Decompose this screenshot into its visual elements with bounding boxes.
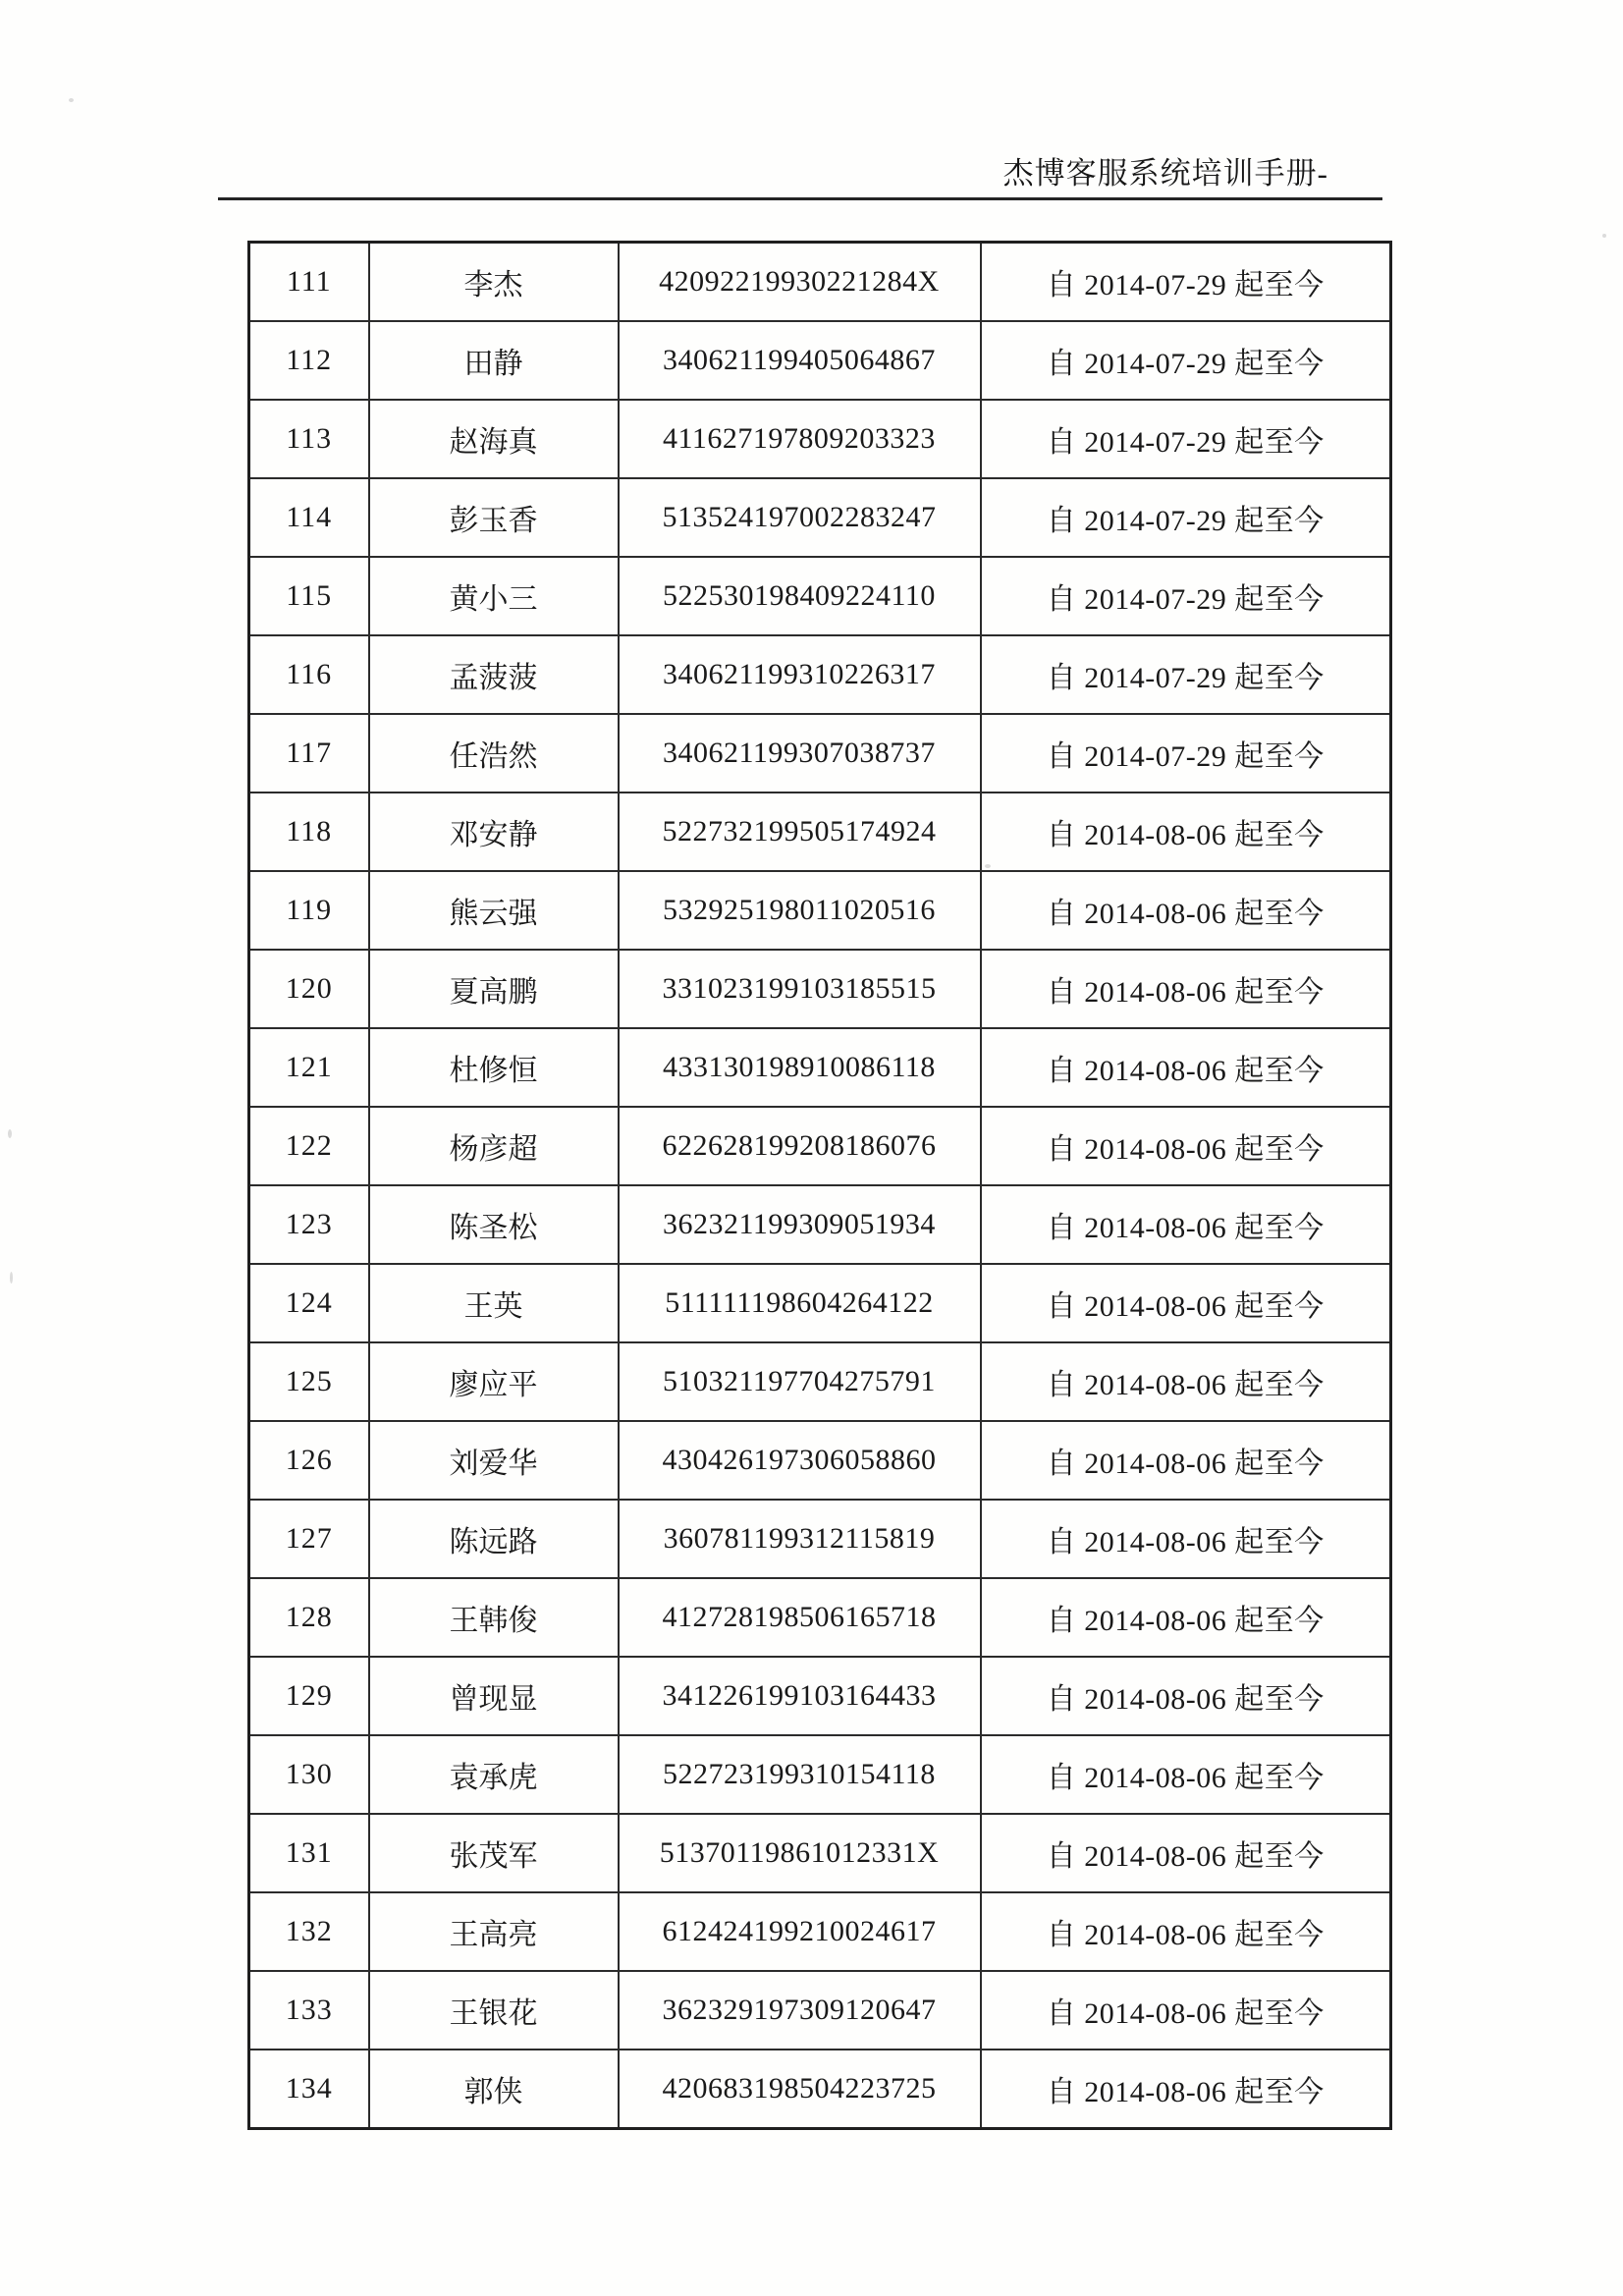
period-cell: 自 2014-07-29 起至今 [981,714,1391,793]
page-title: 杰博客服系统培训手册- [1002,156,1328,191]
id-number-cell: 522732199505174924 [619,793,981,871]
period-cell: 自 2014-08-06 起至今 [981,950,1391,1028]
name-cell: 曾现显 [369,1657,619,1735]
table-row [249,400,1391,478]
period-cell: 自 2014-07-29 起至今 [981,400,1391,478]
period-cell: 自 2014-08-06 起至今 [981,1971,1391,2050]
period-cell: 自 2014-08-06 起至今 [981,2050,1391,2129]
name-cell: 夏高鹏 [369,950,619,1028]
name-cell: 孟菠菠 [369,635,619,714]
id-number-cell: 341226199103164433 [619,1657,981,1735]
period-cell: 自 2014-08-06 起至今 [981,1185,1391,1264]
period-cell: 自 2014-08-06 起至今 [981,1892,1391,1971]
id-number-cell: 412728198506165718 [619,1578,981,1657]
period-cell: 自 2014-08-06 起至今 [981,1264,1391,1342]
table-row [249,871,1391,950]
row-number-cell: 119 [249,871,369,950]
row-number-cell: 111 [249,243,369,322]
row-number-cell: 131 [249,1814,369,1892]
period-cell: 自 2014-08-06 起至今 [981,1735,1391,1814]
table-row [249,635,1391,714]
period-cell: 自 2014-08-06 起至今 [981,793,1391,871]
name-cell: 黄小三 [369,557,619,635]
scan-speck [1602,234,1606,238]
table-row [249,1107,1391,1185]
table-row [249,1185,1391,1264]
name-cell: 王英 [369,1264,619,1342]
id-number-cell: 622628199208186076 [619,1107,981,1185]
table-row [249,1264,1391,1342]
id-number-cell: 331023199103185515 [619,950,981,1028]
period-cell: 自 2014-07-29 起至今 [981,321,1391,400]
table-row [249,793,1391,871]
table-row [249,1028,1391,1107]
row-number-cell: 127 [249,1500,369,1578]
name-cell: 张茂军 [369,1814,619,1892]
table-row [249,321,1391,400]
id-number-cell: 362329197309120647 [619,1971,981,2050]
name-cell: 熊云强 [369,871,619,950]
table-row [249,1814,1391,1892]
id-number-cell: 340621199307038737 [619,714,981,793]
name-cell: 廖应平 [369,1342,619,1421]
id-number-cell: 513524197002283247 [619,478,981,557]
id-number-cell: 511111198604264122 [619,1264,981,1342]
id-number-cell: 522530198409224110 [619,557,981,635]
table-row [249,1421,1391,1500]
roster-table [247,241,1392,2130]
table-row [249,2050,1391,2129]
row-number-cell: 134 [249,2050,369,2129]
period-cell: 自 2014-08-06 起至今 [981,1578,1391,1657]
name-cell: 陈圣松 [369,1185,619,1264]
name-cell: 王银花 [369,1971,619,2050]
row-number-cell: 126 [249,1421,369,1500]
row-number-cell: 113 [249,400,369,478]
table-row [249,1578,1391,1657]
name-cell: 彭玉香 [369,478,619,557]
period-cell: 自 2014-08-06 起至今 [981,1342,1391,1421]
name-cell: 李杰 [369,243,619,322]
name-cell: 田静 [369,321,619,400]
id-number-cell: 42092219930221284X [619,243,981,322]
row-number-cell: 128 [249,1578,369,1657]
id-number-cell: 362321199309051934 [619,1185,981,1264]
row-number-cell: 121 [249,1028,369,1107]
table-row [249,1892,1391,1971]
row-number-cell: 116 [249,635,369,714]
id-number-cell: 340621199310226317 [619,635,981,714]
table-row [249,1971,1391,2050]
row-number-cell: 117 [249,714,369,793]
row-number-cell: 120 [249,950,369,1028]
id-number-cell: 612424199210024617 [619,1892,981,1971]
id-number-cell: 360781199312115819 [619,1500,981,1578]
period-cell: 自 2014-08-06 起至今 [981,1421,1391,1500]
row-number-cell: 133 [249,1971,369,2050]
name-cell: 刘爱华 [369,1421,619,1500]
table-row [249,1500,1391,1578]
period-cell: 自 2014-08-06 起至今 [981,871,1391,950]
table-row [249,478,1391,557]
scan-speck [8,1129,12,1138]
table-row [249,557,1391,635]
row-number-cell: 125 [249,1342,369,1421]
id-number-cell: 420683198504223725 [619,2050,981,2129]
table-row [249,1657,1391,1735]
row-number-cell: 118 [249,793,369,871]
row-number-cell: 122 [249,1107,369,1185]
period-cell: 自 2014-08-06 起至今 [981,1657,1391,1735]
table-row [249,1342,1391,1421]
id-number-cell: 411627197809203323 [619,400,981,478]
id-number-cell: 433130198910086118 [619,1028,981,1107]
row-number-cell: 115 [249,557,369,635]
table-row [249,1735,1391,1814]
row-number-cell: 123 [249,1185,369,1264]
id-number-cell: 522723199310154118 [619,1735,981,1814]
name-cell: 邓安静 [369,793,619,871]
row-number-cell: 124 [249,1264,369,1342]
row-number-cell: 114 [249,478,369,557]
table-row [249,950,1391,1028]
name-cell: 王高亮 [369,1892,619,1971]
row-number-cell: 129 [249,1657,369,1735]
row-number-cell: 112 [249,321,369,400]
period-cell: 自 2014-08-06 起至今 [981,1814,1391,1892]
name-cell: 陈远路 [369,1500,619,1578]
period-cell: 自 2014-07-29 起至今 [981,478,1391,557]
row-number-cell: 132 [249,1892,369,1971]
id-number-cell: 430426197306058860 [619,1421,981,1500]
period-cell: 自 2014-08-06 起至今 [981,1028,1391,1107]
name-cell: 袁承虎 [369,1735,619,1814]
table-row [249,714,1391,793]
period-cell: 自 2014-07-29 起至今 [981,635,1391,714]
name-cell: 杜修恒 [369,1028,619,1107]
name-cell: 任浩然 [369,714,619,793]
name-cell: 赵海真 [369,400,619,478]
scan-speck [985,864,991,868]
table-row [249,243,1391,322]
header-rule [218,197,1382,200]
scan-speck [10,1272,13,1284]
name-cell: 王韩俊 [369,1578,619,1657]
period-cell: 自 2014-07-29 起至今 [981,557,1391,635]
scan-speck [69,98,74,102]
period-cell: 自 2014-08-06 起至今 [981,1500,1391,1578]
id-number-cell: 340621199405064867 [619,321,981,400]
name-cell: 郭侠 [369,2050,619,2129]
roster-table-body [249,243,1391,2129]
id-number-cell: 532925198011020516 [619,871,981,950]
id-number-cell: 51370119861012331X [619,1814,981,1892]
name-cell: 杨彦超 [369,1107,619,1185]
id-number-cell: 510321197704275791 [619,1342,981,1421]
period-cell: 自 2014-07-29 起至今 [981,243,1391,322]
row-number-cell: 130 [249,1735,369,1814]
period-cell: 自 2014-08-06 起至今 [981,1107,1391,1185]
